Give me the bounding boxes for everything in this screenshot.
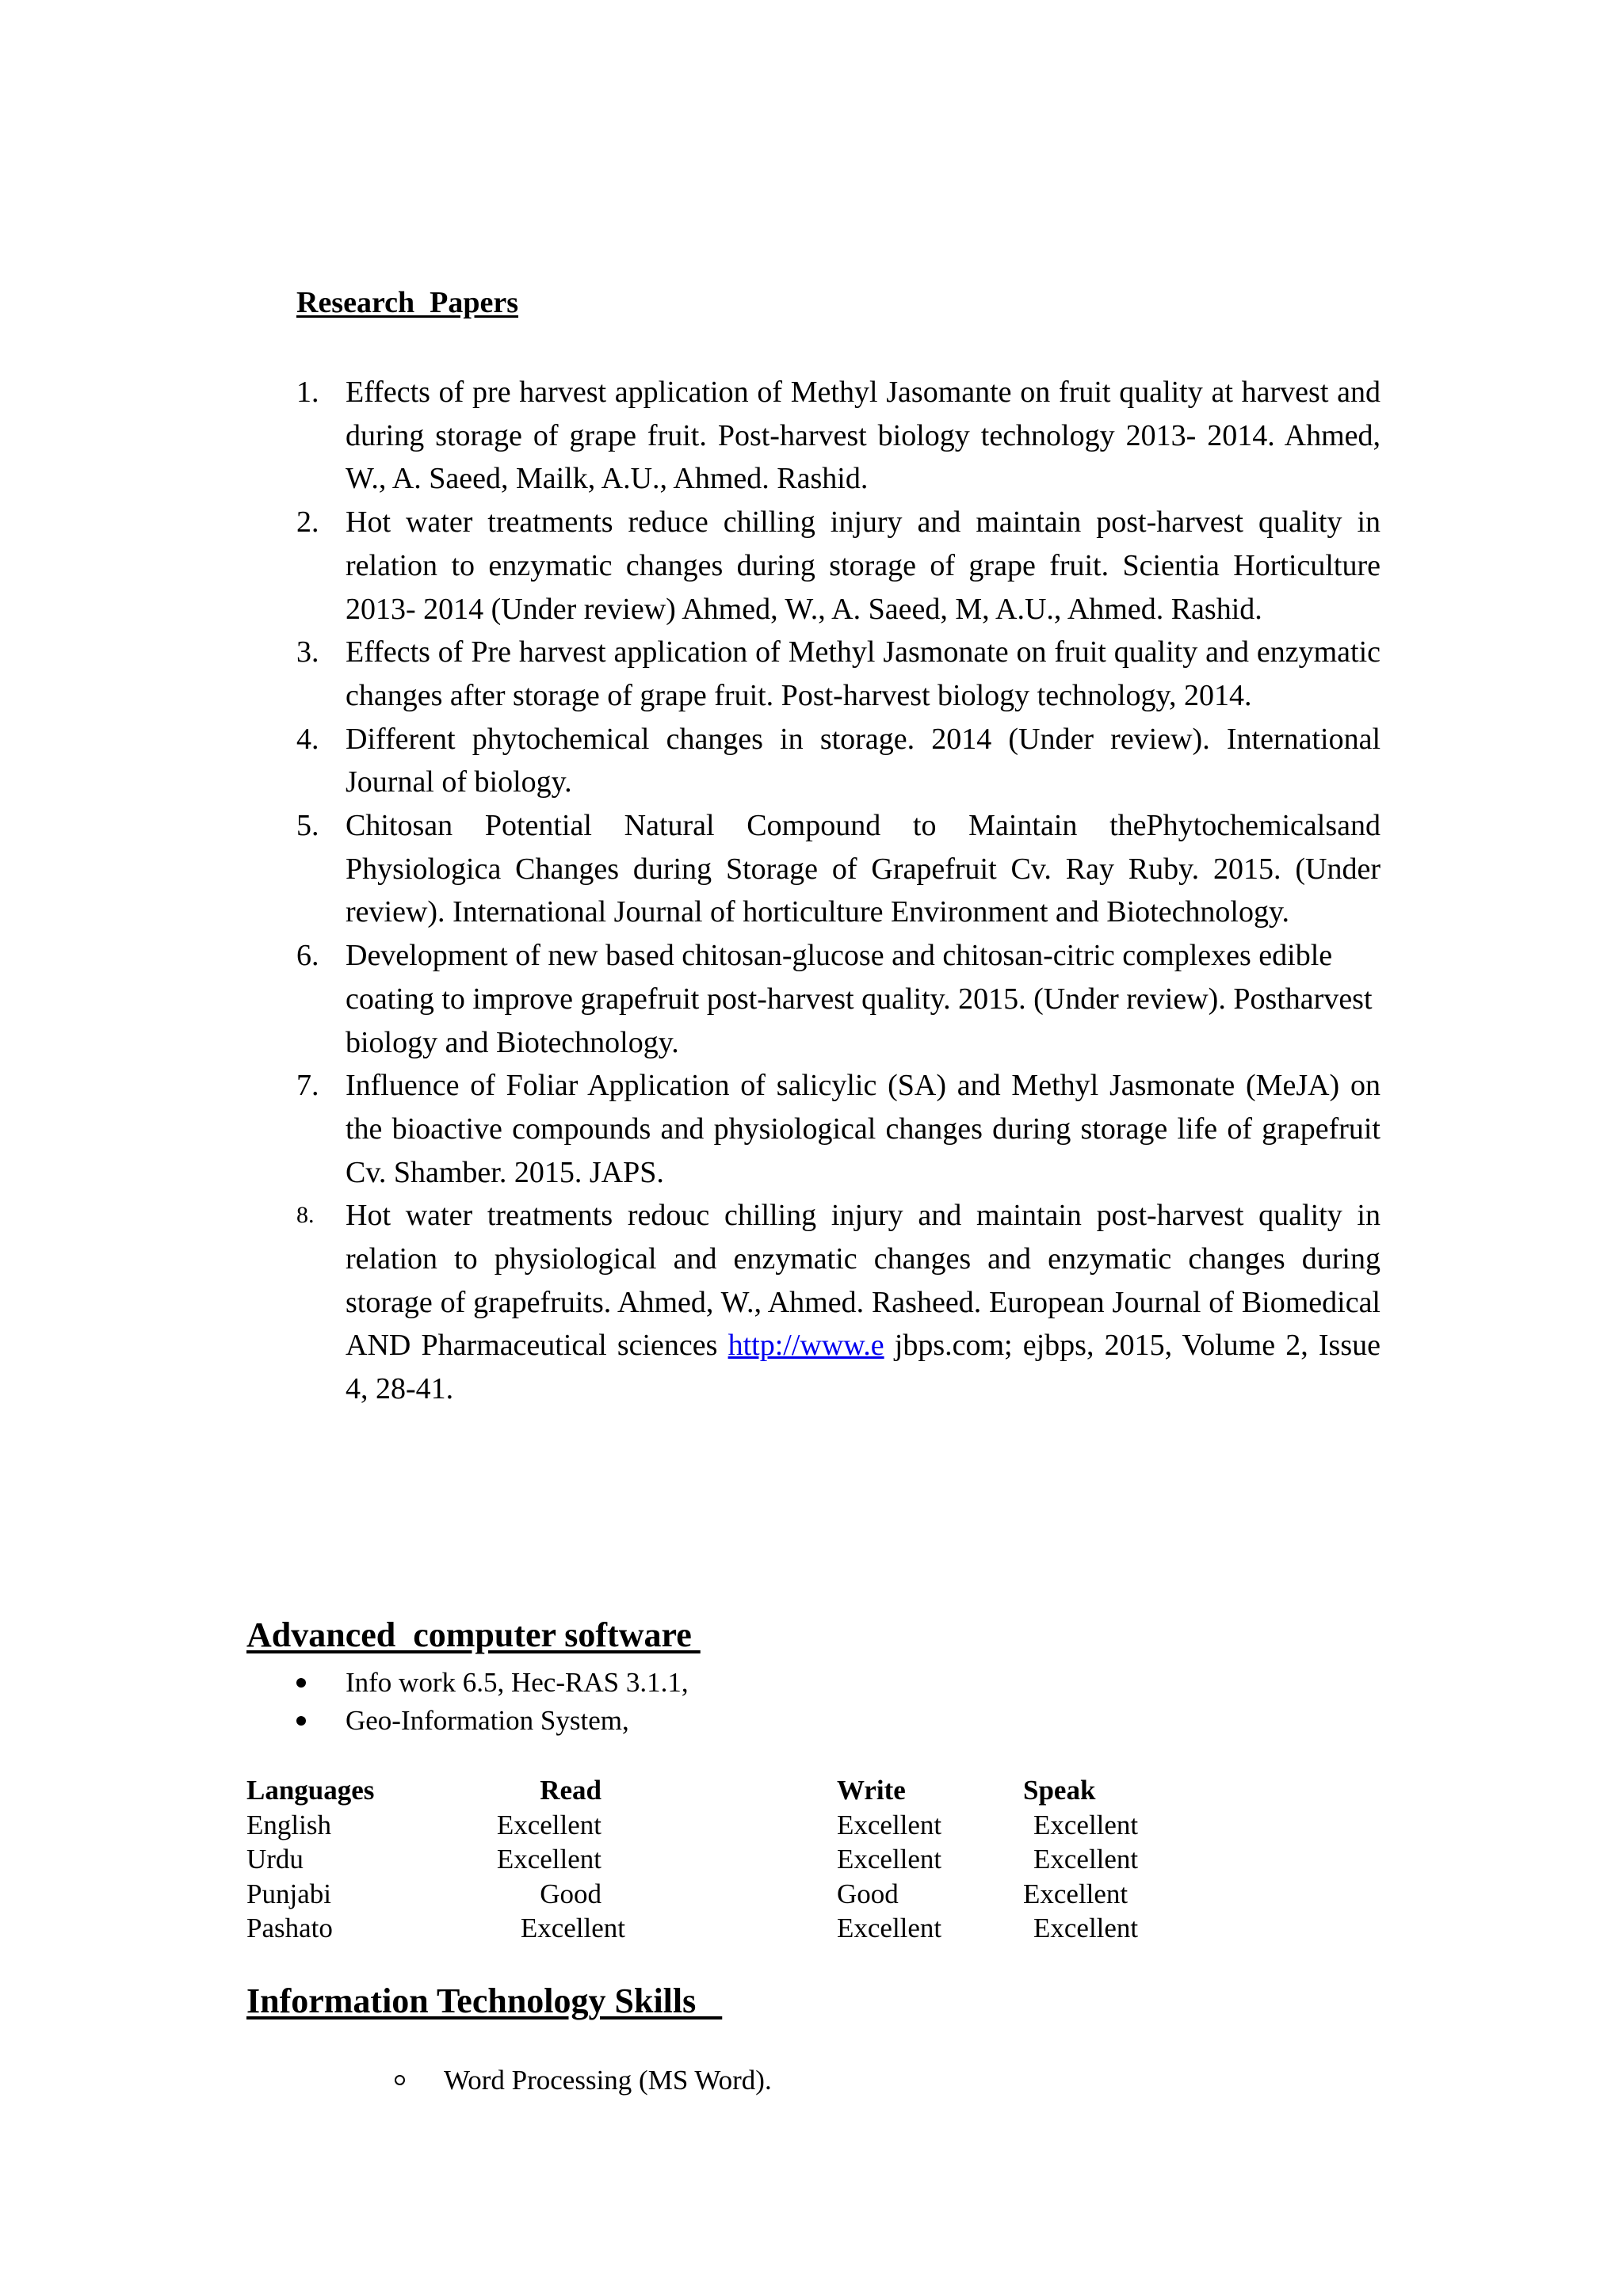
header-speak: Speak	[1023, 1775, 1096, 1806]
software-list	[296, 1664, 689, 1740]
research-papers-list	[296, 371, 1381, 1411]
paper-number: 8.	[296, 1202, 315, 1229]
language-write: Excellent	[837, 1913, 942, 1943]
language-row	[246, 1844, 1197, 1878]
software-item	[296, 1664, 689, 1702]
paper-text-before-link: Hot water treatments redouc chilling injury and maintain post-harvest quality in relation to physiological and enzymatic changes and enzymatic changes during storage of grapefruits. Ahmed, W., Ahmed. Rasheed. European Journal of Biomedical AND Pharmaceutical sciences	[346, 1199, 1381, 1363]
language-row	[246, 1810, 1197, 1844]
language-read: Good	[540, 1878, 601, 1909]
language-name: English	[246, 1809, 331, 1840]
it-skill-item	[395, 2061, 772, 2100]
language-speak: Excellent	[1033, 1844, 1139, 1875]
paper-text: Chitosan Potential Natural Compound to Maintain thePhytochemicalsand Physiologica Changes during Storage of Grapefruit Cv. Ray Ruby. 2015. (Under review). International Journal of horticulture Environment and Biotechnology.	[346, 809, 1381, 929]
header-read: Read	[540, 1775, 601, 1806]
paper-item	[296, 371, 1381, 501]
paper-item	[296, 934, 1381, 1064]
software-item	[296, 1702, 689, 1740]
paper-text: Effects of pre harvest application of Methyl Jasomante on fruit quality at harvest and during storage of grape fruit. Post-harvest biology technology 2013- 2014. Ahmed, W., A. Saeed, Mailk, A.U., Ahmed. Rashid.	[346, 376, 1381, 496]
paper-number: 2.	[296, 505, 319, 540]
paper-text: Influence of Foliar Application of salicylic (SA) and Methyl Jasmonate (MeJA) on the bioactive compounds and physiological changes during storage life of grapefruit Cv. Shamber. 2015. JAPS.	[346, 1069, 1381, 1189]
bullet-icon	[296, 1716, 306, 1726]
paper-number: 5.	[296, 809, 319, 843]
paper-number: 1.	[296, 376, 319, 409]
languages-header-row	[246, 1775, 1197, 1810]
paper-text	[346, 1194, 1381, 1411]
language-speak: Excellent	[1023, 1878, 1128, 1909]
language-name: Urdu	[246, 1844, 304, 1875]
language-speak: Excellent	[1033, 1913, 1139, 1943]
language-speak: Excellent	[1033, 1809, 1139, 1840]
paper-number: 6.	[296, 939, 319, 973]
paper-text-after-link: jbps.com; ejbps, 2015, Volume 2, Issue 4, 28-41.	[346, 1329, 1381, 1406]
it-skill-label: Word Processing (MS Word).	[444, 2065, 772, 2096]
software-heading: Advanced computer software	[246, 1615, 701, 1654]
software-item-label: Info work 6.5, Hec-RAS 3.1.1,	[346, 1667, 689, 1698]
language-name: Punjabi	[246, 1878, 331, 1909]
language-row	[246, 1878, 1197, 1913]
circle-bullet-icon	[395, 2075, 405, 2085]
language-write: Good	[837, 1878, 899, 1909]
language-name: Pashato	[246, 1913, 333, 1943]
paper-text: Development of new based chitosan-glucose and chitosan-citric complexes edible coating to improve grapefruit post-harvest quality. 2015. (Under review). Postharvest biology and Biotechnology.	[346, 939, 1373, 1059]
language-read: Excellent	[496, 1844, 601, 1875]
paper-item	[296, 631, 1381, 717]
paper-item	[296, 804, 1381, 934]
paper-text: Different phytochemical changes in storage. 2014 (Under review). International Journal of biology.	[346, 722, 1381, 799]
languages-table	[246, 1775, 1197, 1947]
language-write: Excellent	[837, 1844, 942, 1875]
research-papers-heading: Research Papers	[296, 286, 519, 319]
paper-number: 3.	[296, 635, 319, 669]
header-languages: Languages	[246, 1775, 375, 1806]
journal-link[interactable]: http://www.e	[727, 1329, 884, 1363]
paper-item	[296, 1064, 1381, 1194]
paper-number: 4.	[296, 722, 319, 756]
paper-text: Effects of Pre harvest application of Methyl Jasmonate on fruit quality and enzymatic changes after storage of grape fruit. Post-harvest biology technology, 2014.	[346, 635, 1381, 712]
language-row	[246, 1913, 1197, 1947]
software-item-label: Geo-Information System,	[346, 1705, 629, 1736]
header-write: Write	[837, 1775, 906, 1806]
language-write: Excellent	[837, 1809, 942, 1840]
it-skills-heading: Information Technology Skills	[246, 1981, 723, 2020]
paper-item	[296, 1194, 1381, 1411]
paper-number: 7.	[296, 1069, 319, 1103]
paper-item	[296, 501, 1381, 631]
paper-text: Hot water treatments reduce chilling injury and maintain post-harvest quality in relation to enzymatic changes during storage of grape fruit. Scientia Horticulture 2013- 2014 (Under review) Ahmed, W., A. Saeed, M, A.U., Ahmed. Rashid.	[346, 505, 1381, 626]
paper-item	[296, 718, 1381, 804]
language-read: Excellent	[496, 1809, 601, 1840]
bullet-icon	[296, 1678, 306, 1688]
it-skills-list	[395, 2061, 772, 2100]
language-read: Excellent	[520, 1913, 625, 1943]
